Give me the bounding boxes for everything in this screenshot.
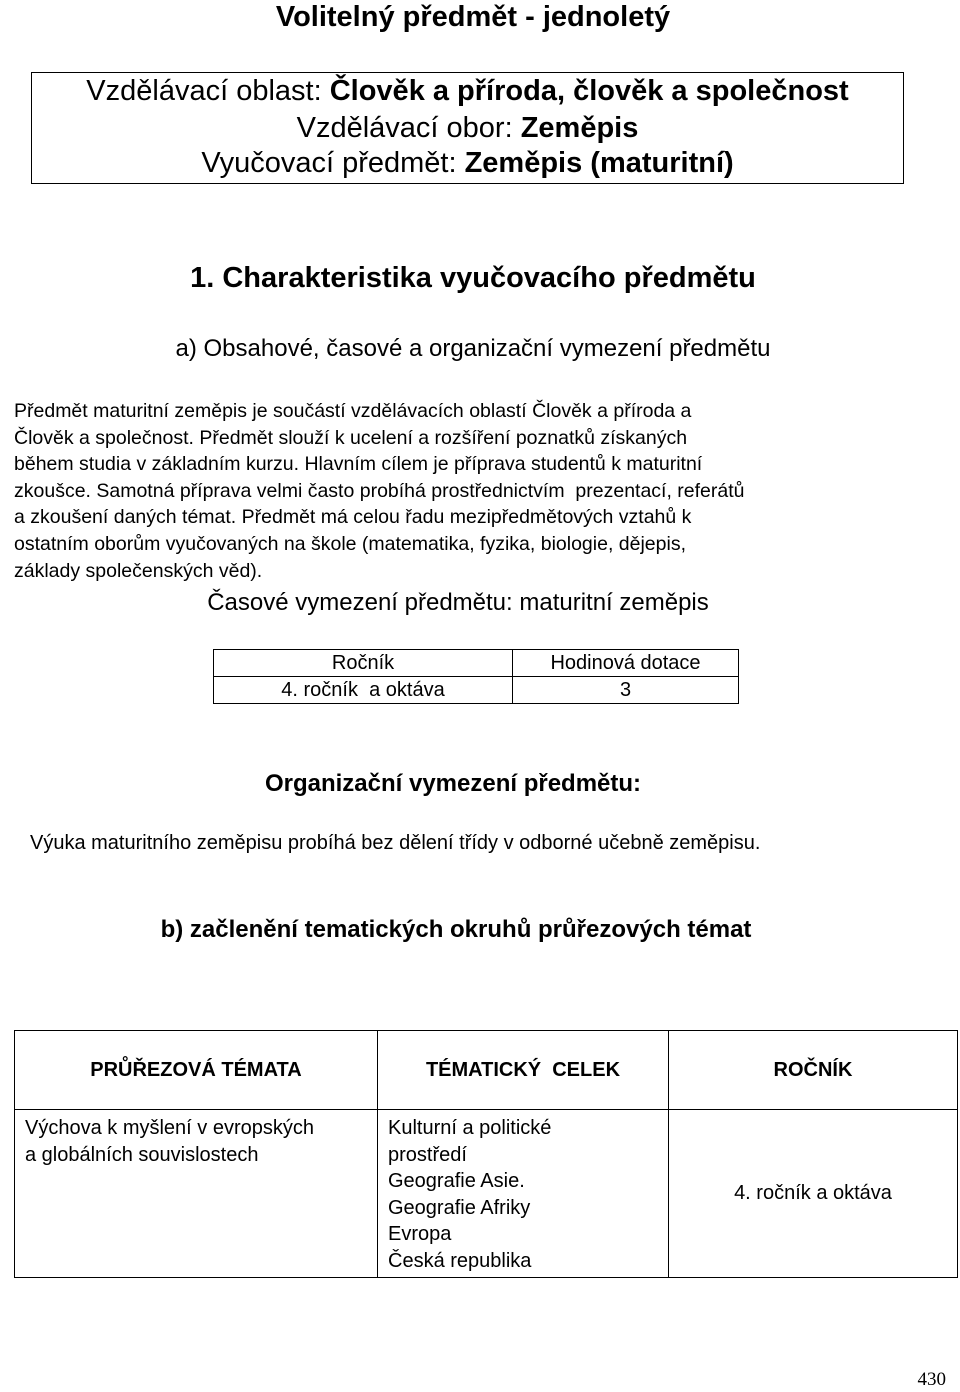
paragraph-line: zkoušce. Samotná příprava velmi často probíhá prostřednictvím prezentací, referátů <box>14 479 745 502</box>
year-cell: 4. ročník a oktáva <box>669 1110 958 1278</box>
subsection-a-heading: a) Obsahové, časové a organizační vymezení předmětu <box>175 335 771 362</box>
unit-line: Geografie Afriky <box>388 1196 531 1219</box>
themes-column-header: PRŮŘEZOVÁ TÉMATA <box>15 1031 378 1110</box>
organization-text: Výuka maturitního zeměpisu probíhá bez dělení třídy v odborné učebně zeměpisu. <box>30 832 761 854</box>
time-allocation-heading: Časové vymezení předmětu: maturitní zeměpis <box>207 589 709 616</box>
education-area-label: Vzdělávací oblast: <box>86 75 330 107</box>
teaching-subject-label: Vyučovací předmět: <box>201 147 465 179</box>
teaching-subject-value: Zeměpis (maturitní) <box>464 147 734 179</box>
year-column-header: ROČNÍK <box>669 1031 958 1110</box>
cross-curricular-themes-table <box>14 1030 958 1278</box>
paragraph-line: během studia v základním kurzu. Hlavním cílem je příprava studentů k maturitní <box>14 453 703 476</box>
theme-line: a globálních souvislostech <box>25 1143 259 1166</box>
unit-line: Geografie Asie. <box>388 1170 525 1192</box>
table-row <box>214 650 739 677</box>
hours-cell: 3 <box>513 677 739 704</box>
unit-line: Česká republika <box>388 1249 532 1272</box>
section1-heading: 1. Charakteristika vyučovacího předmětu <box>190 262 756 294</box>
teaching-subject-line <box>31 146 904 180</box>
education-area-value: Člověk a příroda, člověk a společnost <box>329 75 849 107</box>
hours-header-cell: Hodinová dotace <box>513 650 739 677</box>
unit-line: Evropa <box>388 1223 452 1245</box>
year-cell: 4. ročník a oktáva <box>214 677 513 704</box>
theme-line: Výchova k myšlení v evropských <box>25 1117 314 1139</box>
theme-cell <box>15 1110 378 1278</box>
description-paragraph <box>14 398 934 584</box>
education-area-line <box>31 74 904 108</box>
education-field-label: Vzdělávací obor: <box>296 112 521 144</box>
paragraph-line: a zkoušení daných témat. Předmět má celou řadu mezipředmětových vztahů k <box>14 506 692 529</box>
table-row <box>15 1110 958 1278</box>
education-field-line <box>31 111 904 145</box>
table-header-row <box>15 1031 958 1110</box>
year-header-cell: Ročník <box>214 650 513 677</box>
unit-column-header: TÉMATICKÝ CELEK <box>378 1031 669 1110</box>
education-field-value: Zeměpis <box>520 112 639 144</box>
unit-line: prostředí <box>388 1143 467 1166</box>
unit-cell <box>378 1110 669 1278</box>
paragraph-line: základy společenských věd). <box>14 559 263 582</box>
paragraph-line: Předmět maturitní zeměpis je součástí vzdělávacích oblastí Člověk a příroda a <box>14 400 692 422</box>
page-number: 430 <box>917 1369 946 1390</box>
paragraph-line: Člověk a společnost. Předmět slouží k ucelení a rozšíření poznatků získaných <box>14 426 688 449</box>
paragraph-line: ostatním oborům vyučovaných na škole (matematika, fyzika, biologie, dějepis, <box>14 532 686 555</box>
organization-heading: Organizační vymezení předmětu: <box>264 770 642 797</box>
table-row <box>214 677 739 704</box>
document-title: Volitelný předmět - jednoletý <box>275 1 671 33</box>
subsection-b-heading: b) začlenění tematických okruhů průřezových témat <box>160 916 752 943</box>
unit-line: Kulturní a politické <box>388 1117 552 1139</box>
time-allocation-table <box>213 649 739 704</box>
